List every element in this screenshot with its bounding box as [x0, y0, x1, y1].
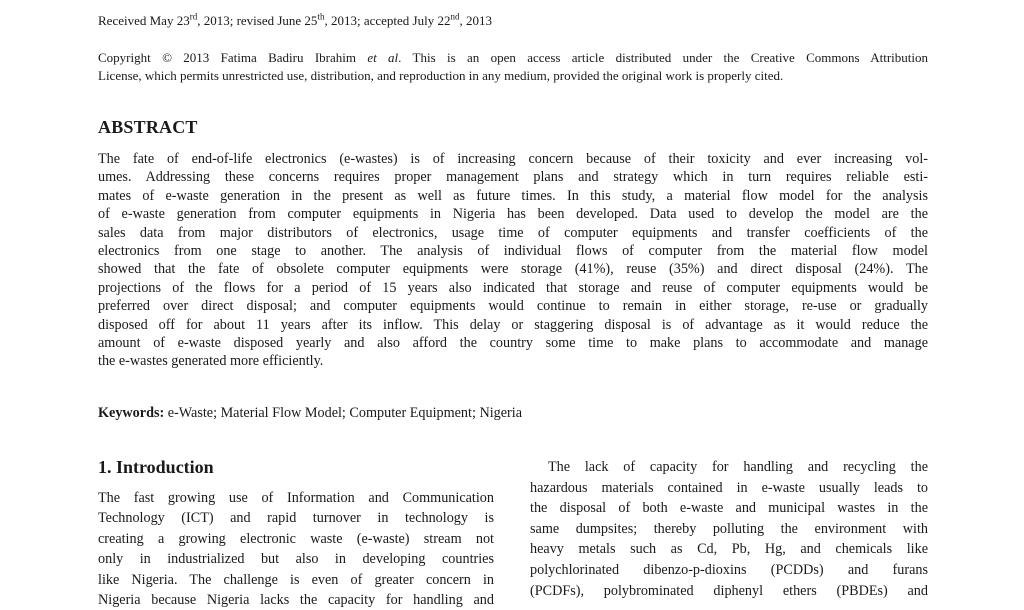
keywords-list: e-Waste; Material Flow Model; Computer Equipment; Nigeria [164, 405, 523, 421]
abstract-heading: ABSTRACT [98, 117, 198, 137]
body-line: creating a growing electronic waste (e-waste) stream not [98, 530, 494, 547]
introduction-column-right [530, 457, 928, 601]
revised-date: , 2013; revised June 25 [197, 13, 318, 28]
abstract-line: sales data from major distributors of electronics, usage time of computer equipments and transfer coefficients of the [98, 224, 928, 241]
body-line: The fast growing use of Information and Communication [98, 490, 494, 506]
abstract-line: electronics from one stage to another. The analysis of individual flows of computer from the material flow model [98, 243, 928, 260]
abstract-line: showed that the fate of obsolete computer equipments were storage (41%), reuse (35%) and direct disposal (24%). The [98, 261, 928, 278]
copyright-text-cont: . This is an open access article distributed under the Creative Commons Attribution [398, 50, 928, 65]
license-text: License, which permits unrestricted use, distribution, and reproduction in any medium, provided the original work is properly cited. [98, 68, 784, 83]
abstract-line: disposed off for about 11 years after its inflow. This delay or staggering disposal is of advantage as it would reduce the [98, 316, 928, 333]
abstract-line: of e-waste generation from computer equipments in Nigeria has been developed. Data used to develop the model are the [98, 206, 928, 223]
copyright-text: Copyright © 2013 Fatima Badiru Ibrahim [98, 50, 368, 65]
body-line: The lack of capacity for handling and recycling the [548, 459, 928, 475]
abstract-line: the e-wastes generated more efficiently. [98, 353, 324, 370]
keywords-label: Keywords: [98, 405, 165, 421]
body-line: only in industrialized but also in developing countries [98, 551, 494, 568]
copyright-notice [98, 49, 928, 85]
body-line: Nigeria because Nigeria lacks the capacity for handling and [98, 592, 494, 609]
keywords [98, 405, 522, 422]
body-line: (PCDFs), polybrominated diphenyl ethers (PBDEs) and [530, 582, 928, 599]
received-date-sup: rd [189, 11, 198, 22]
revised-date-sup: th [317, 11, 325, 22]
introduction-column-left [98, 488, 494, 610]
body-line: polychlorinated dibenzo-p-dioxins (PCDDs) and furans [530, 561, 928, 578]
accepted-date-sup: nd [450, 11, 460, 22]
abstract-line: umes. Addressing these concerns requires proper management plans and strategy which in turn requires reliable esti- [98, 169, 928, 186]
received-dates [98, 13, 492, 29]
abstract-line: preferred over direct disposal; and computer equipments would continue to remain in either storage, re-use or gradually [98, 298, 928, 315]
received-date: Received May 23 [98, 13, 190, 28]
abstract-body [98, 150, 928, 371]
abstract-line: mates of e-waste generation in the present as well as future times. In this study, a material flow model for the analysis [98, 187, 928, 204]
body-line: the disposal of both e-waste and municipal wastes in the [530, 500, 928, 517]
body-line: like Nigeria. The challenge is even of greater concern in [98, 571, 494, 588]
accepted-date: , 2013; accepted July 22 [324, 13, 451, 28]
abstract-line: projections of the flows for a period of 15 years also indicated that storage and reuse of computer equipments would be [98, 279, 928, 296]
body-line: Technology (ICT) and rapid turnover in technology is [98, 510, 494, 527]
body-line: same dumpsites; thereby polluting the environment with [530, 520, 928, 537]
copyright-etal: et al [367, 50, 399, 65]
body-line: hazardous materials contained in e-waste usually leads to [530, 479, 928, 496]
body-line: heavy metals such as Cd, Pb, Hg, and chemicals like [530, 541, 928, 558]
accepted-year: , 2013 [459, 13, 492, 28]
abstract-line: The fate of end-of-life electronics (e-wastes) is of increasing concern because of their toxicity and ever increasing vol- [98, 151, 928, 167]
abstract-line: amount of e-waste disposed yearly and also afford the country some time to make plans to accommodate and manage [98, 335, 928, 352]
section-heading-introduction: 1. Introduction [98, 457, 214, 477]
